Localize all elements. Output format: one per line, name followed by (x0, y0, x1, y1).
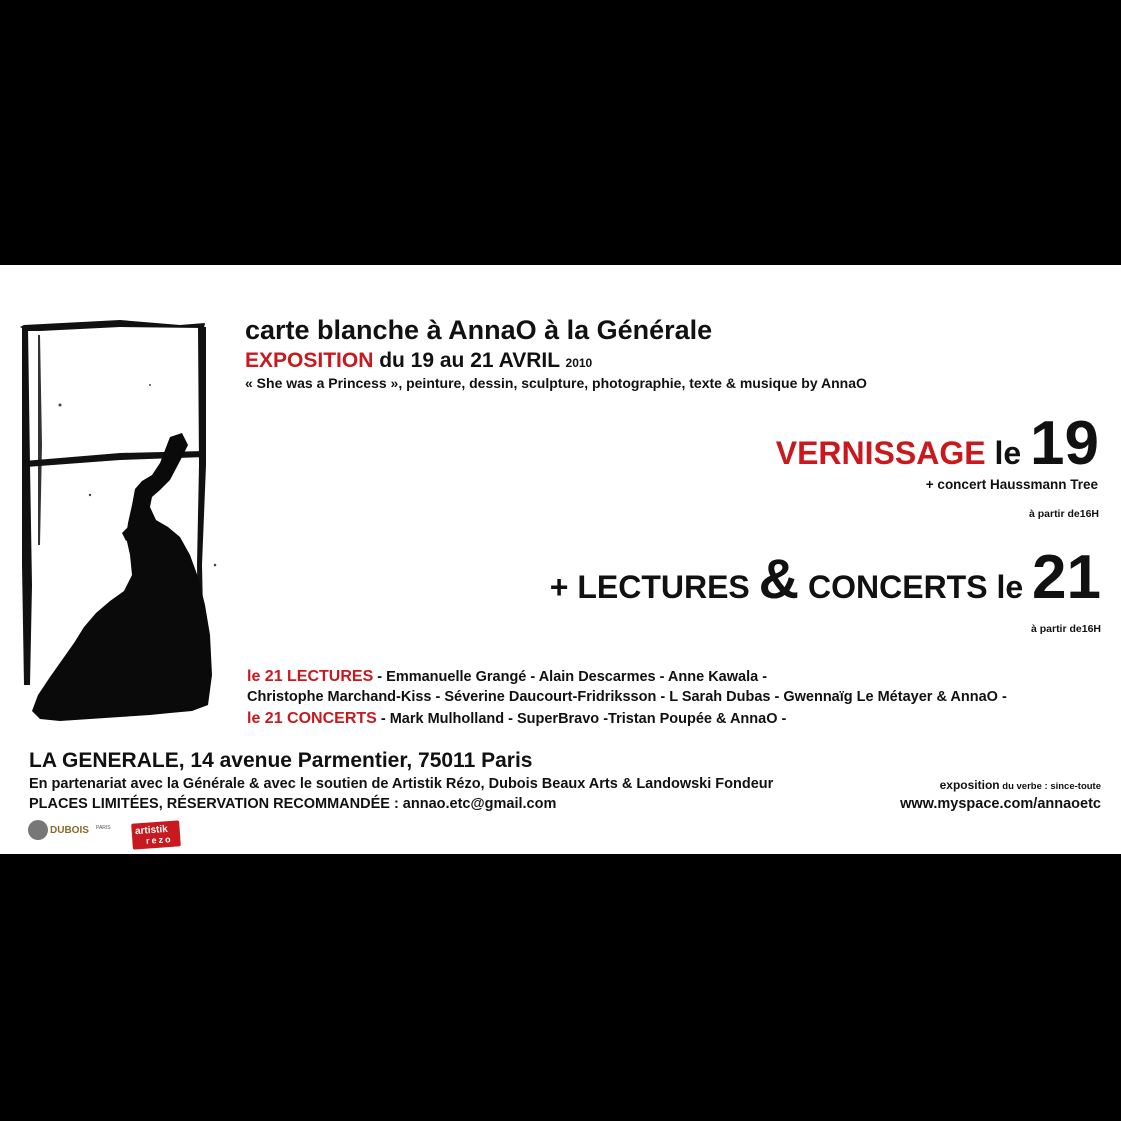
event-poster (0, 265, 1121, 854)
lectures-names-2: Christophe Marchand-Kiss - Séverine Daucourt-Fridriksson - L Sarah Dubas - Gwennaïg Le Métayer & AnnaO - (247, 689, 1007, 705)
artistik-logo-text: artistik (134, 823, 169, 838)
vernissage-le: le (985, 435, 1031, 471)
concerts-le: CONCERTS le (799, 569, 1033, 605)
exposition-dates: du 19 au 21 AVRIL (373, 349, 566, 372)
concerts-label: le 21 CONCERTS (247, 710, 377, 727)
concerts-lineup-line (247, 710, 786, 728)
lectures-day: 21 (1032, 543, 1101, 612)
lectures-names-1: - Emmanuelle Grangé - Alain Descarmes - Anne Kawala - (373, 669, 768, 685)
exposition-verb-small: du verbe : since-toute (999, 781, 1101, 792)
vernissage-heading (775, 409, 1099, 478)
rezo-logo-text: rezo (145, 834, 173, 846)
exhibition-subtitle: « She was a Princess », peinture, dessin, sculpture, photographie, texte & musique by AnnaO (245, 375, 867, 391)
vernissage-day: 19 (1030, 409, 1099, 478)
exposition-verb-main: exposition (939, 778, 1000, 792)
lectures-label: le 21 LECTURES (247, 668, 374, 685)
exposition-line (245, 349, 592, 373)
lectures-time: à partir de16H (1030, 623, 1101, 635)
website-link[interactable]: www.myspace.com/annaoetc (900, 796, 1101, 812)
vernissage-label: VERNISSAGE (775, 435, 986, 471)
partnership-text: En partenariat avec la Générale & avec le soutien de Artistik Rézo, Dubois Beaux Arts & Landowski Fondeur (29, 776, 774, 792)
venue-address: LA GENERALE, 14 avenue Parmentier, 75011 Paris (29, 749, 533, 772)
vernissage-concert: + concert Haussmann Tree (925, 477, 1098, 492)
lectures-lineup-line1 (247, 668, 767, 686)
ampersand: & (758, 547, 800, 610)
exposition-verb (940, 778, 1101, 792)
concerts-names: - Mark Mulholland - SuperBravo -Tristan Poupée & AnnaO - (376, 711, 787, 727)
lectures-concerts-heading (549, 543, 1101, 612)
ink-figure-artwork (0, 265, 240, 735)
dubois-logo-icon (28, 820, 48, 840)
reservation-text: PLACES LIMITÉES, RÉSERVATION RECOMMANDÉE : annao.etc@gmail.com (29, 796, 557, 812)
exposition-label: EXPOSITION (245, 349, 374, 372)
lectures-prefix: + LECTURES (549, 569, 759, 605)
dubois-logo-text: DUBOIS (50, 825, 89, 836)
vernissage-time: à partir de16H (1028, 508, 1099, 520)
dubois-logo-city: PARIS (96, 825, 111, 831)
artistik-rezo-logo (132, 822, 180, 848)
exposition-year: 2010 (565, 356, 593, 370)
poster-title: carte blanche à AnnaO à la Générale (245, 315, 713, 345)
dubois-logo (28, 820, 113, 842)
